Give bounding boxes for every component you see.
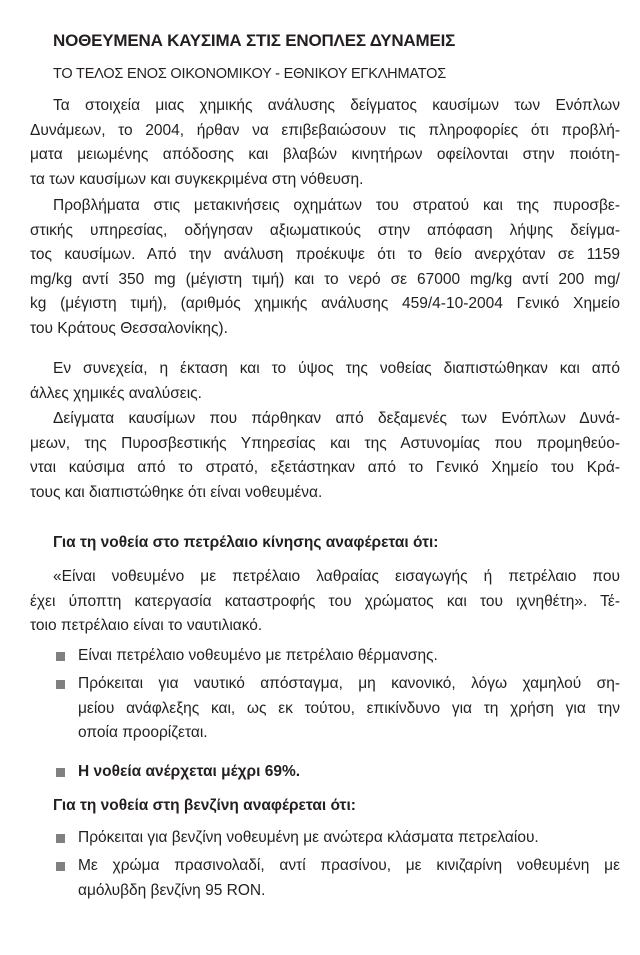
gasoline-bullet-item (56, 826, 620, 851)
text-line: άλλες χημικές αναλύσεις. (30, 384, 202, 402)
text-line: στικής υπηρεσίας, οδήγησαν αξιωματικούς στην απόφαση λήψης δείγμα- (30, 221, 620, 239)
text-line: Δυνάμεων, το 2004, ήρθαν να επιβεβαιώσουν τις πληροφορίες ότι προβλή- (30, 121, 620, 139)
paragraph-analysis (30, 194, 620, 341)
diesel-quote (30, 565, 620, 639)
gasoline-section-heading: Για τη νοθεία στη βενζίνη αναφέρεται ότι: (53, 797, 356, 814)
square-bullet-icon (56, 834, 65, 843)
paragraph-samples (30, 407, 620, 505)
text-line: Τα στοιχεία μιας χημικής ανάλυσης δείγματος καυσίμων των Ενόπλων (53, 97, 620, 114)
text-line: νται καύσιμα από το στρατό, εξετάστηκαν από το Γενικό Χημείο του Κρά- (30, 459, 620, 476)
document-subtitle: ΤΟ ΤΕΛΟΣ ΕΝΟΣ ΟΙΚΟΝΟΜΙΚΟΥ - ΕΘΝΙΚΟΥ ΕΓΚΛΗΜΑΤΟΣ (53, 66, 446, 82)
document-title: ΝΟΘΕΥΜΕΝΑ ΚΑΥΣΙΜΑ ΣΤΙΣ ΕΝΟΠΛΕΣ ΔΥΝΑΜΕΙΣ (53, 31, 456, 50)
text-line: Είναι πετρέλαιο νοθευμένο με πετρέλαιο θέρμανσης. (78, 647, 438, 664)
diesel-section-heading: Για τη νοθεία στο πετρέλαιο κίνησης αναφέρεται ότι: (53, 534, 439, 551)
text-line: Με χρώμα πρασινολαδί, αντί πρασίνου, με κινιζαρίνη νοθευμένη με (78, 857, 620, 874)
diesel-bullet-item (56, 644, 620, 669)
gasoline-bullet-item (56, 854, 620, 903)
text-line: του Κράτους Θεσσαλονίκης). (30, 319, 228, 337)
text-line: Πρόκειται για βενζίνη νοθευμένη με ανώτερα κλάσματα πετρελαίου. (78, 829, 539, 846)
text-line: ματα μειωμένης απόδοσης και βλαβών κινητήρων οφείλονται στην ποιότη- (30, 146, 620, 163)
square-bullet-icon (56, 768, 65, 777)
square-bullet-icon (56, 862, 65, 871)
text-line: έχει ύποπτη κατεργασία καταστροφής του χρώματος και του ιχνηθέτη». Τέ- (30, 592, 620, 610)
square-bullet-icon (56, 680, 65, 689)
text-line: μείου ανάφλεξης και, ως εκ τούτου, επικίνδυνο για τη χρήση για την (78, 699, 620, 717)
text-line: Προβλήματα στις μετακινήσεις οχημάτων του στρατού και της πυροσβε- (53, 197, 620, 214)
diesel-bullet-item (56, 760, 620, 785)
text-line: τα των καυσίμων και συγκεκριμένα στη νόθευση. (30, 170, 364, 188)
text-line: Πρόκειται για ναυτικό απόσταγμα, μη κανονικό, λόγω χαμηλού ση- (78, 675, 620, 692)
text-line: οποία προορίζεται. (78, 724, 208, 741)
text-line: Εν συνεχεία, η έκταση και το ύψος της νοθείας διαπιστώθηκαν και από (53, 360, 620, 377)
text-line: μεων, της Πυροσβεστικής Υπηρεσίας και της Αστυνομίας που προμηθεύο- (30, 434, 620, 452)
text-line: Δείγματα καυσίμων που πάρθηκαν από δεξαμενές των Ενόπλων Δυνά- (53, 410, 620, 427)
text-line: mg/kg αντί 350 mg (μέγιστη τιμή) και το νερό σε 67000 mg/kg αντί 200 mg/ (30, 270, 620, 288)
text-line: «Είναι νοθευμένο με πετρέλαιο λαθραίας εισαγωγής ή πετρέλαιο που (53, 568, 620, 585)
text-line: τοιο πετρέλαιο είναι το ναυτιλιακό. (30, 617, 263, 634)
text-line: αμόλυβδη βενζίνη 95 RON. (78, 881, 266, 899)
text-line: Η νοθεία ανέρχεται μέχρι 69%. (78, 763, 301, 780)
diesel-bullet-item (56, 672, 620, 746)
paragraph-intro (30, 94, 620, 192)
paragraph-extent (30, 357, 620, 406)
text-line: kg (μέγιστη τιμή), (αριθμός χημικής ανάλυσης 459/4-10-2004 Γενικό Χημείο (30, 295, 620, 312)
text-line: τους και διαπιστώθηκε ότι είναι νοθευμένα. (30, 483, 323, 501)
text-line: τος καυσίμων. Από την ανάλυση προέκυψε ότι το θείο ανερχόταν σε 1159 (30, 246, 620, 263)
square-bullet-icon (56, 652, 65, 661)
